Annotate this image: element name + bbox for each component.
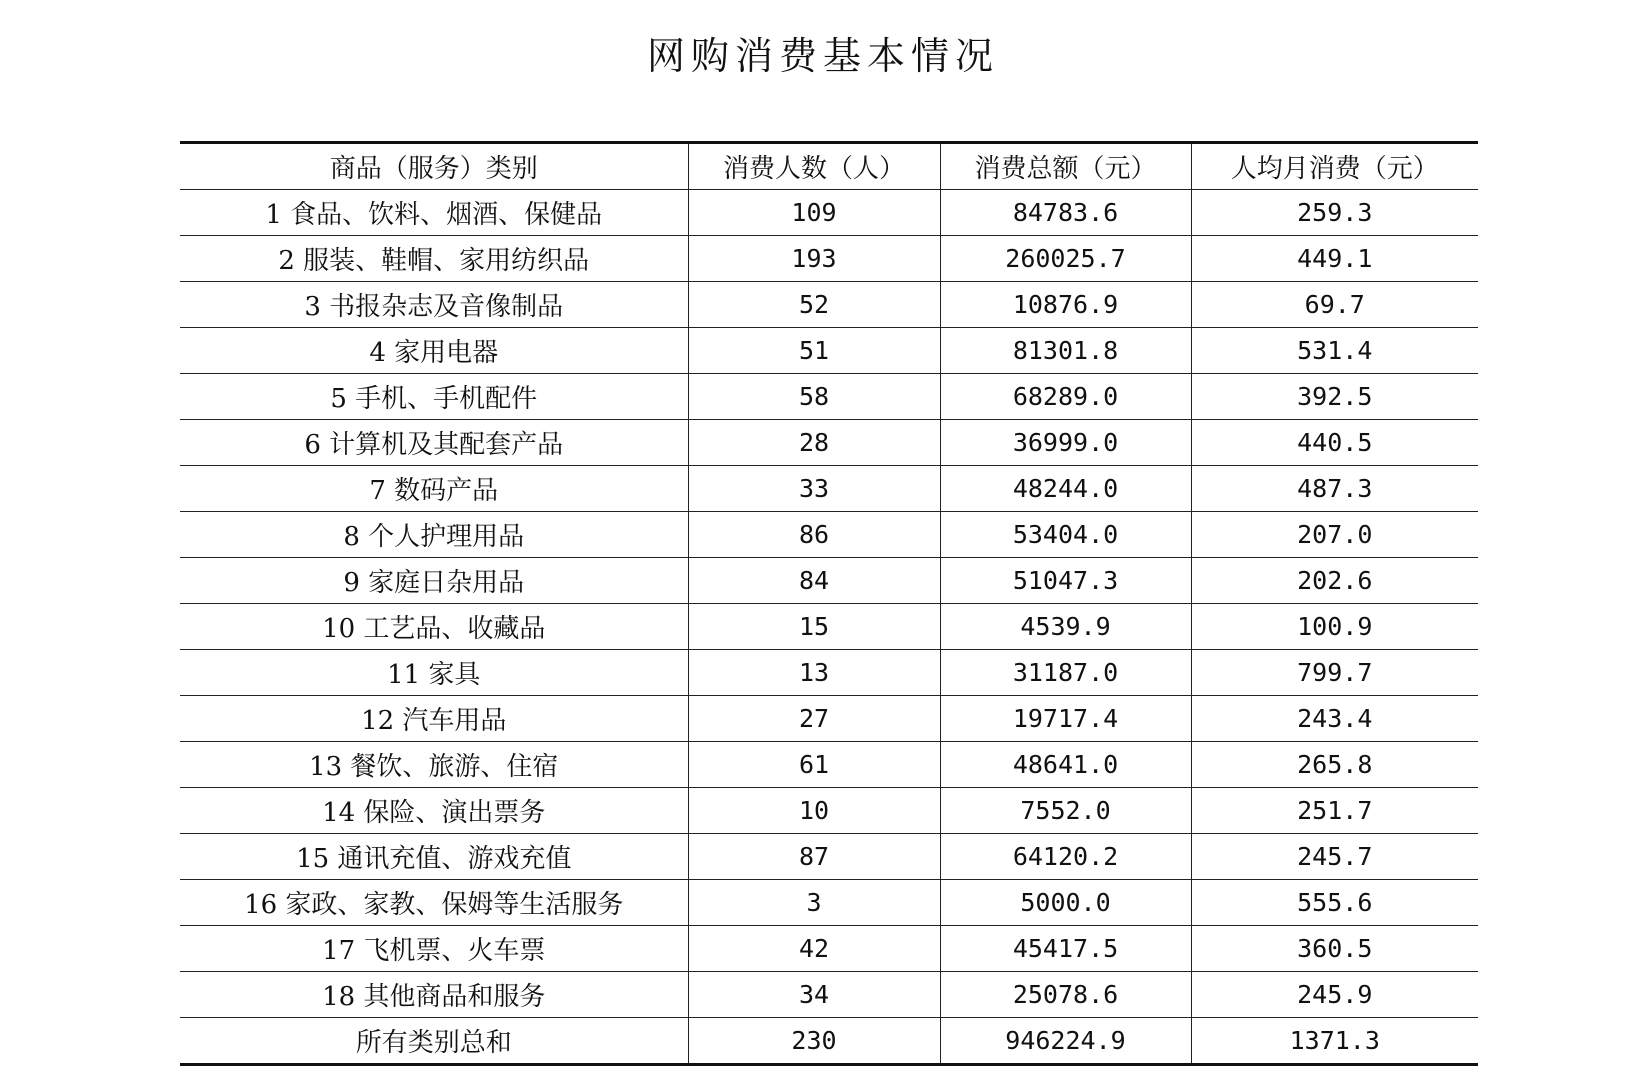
monthly-per-capita-cell: 1371.3 (1191, 1018, 1478, 1065)
monthly-per-capita-cell: 265.8 (1191, 742, 1478, 788)
monthly-per-capita-cell: 360.5 (1191, 926, 1478, 972)
category-cell: 11 家具 (180, 650, 688, 696)
category-cell: 17 飞机票、火车票 (180, 926, 688, 972)
header-total-amount: 消费总额（元） (940, 143, 1191, 190)
consumption-table-container (180, 141, 1478, 1066)
category-cell: 12 汽车用品 (180, 696, 688, 742)
table-row (180, 236, 1478, 282)
category-cell: 2 服装、鞋帽、家用纺织品 (180, 236, 688, 282)
consumer-count-cell: 51 (688, 328, 940, 374)
category-cell: 13 餐饮、旅游、住宿 (180, 742, 688, 788)
consumer-count-cell: 109 (688, 190, 940, 236)
category-cell: 14 保险、演出票务 (180, 788, 688, 834)
total-amount-cell: 10876.9 (940, 282, 1191, 328)
total-amount-cell: 64120.2 (940, 834, 1191, 880)
category-cell: 1 食品、饮料、烟酒、保健品 (180, 190, 688, 236)
page-title: 网购消费基本情况 (646, 34, 999, 78)
table-row (180, 604, 1478, 650)
consumer-count-cell: 3 (688, 880, 940, 926)
table-row (180, 282, 1478, 328)
monthly-per-capita-cell: 243.4 (1191, 696, 1478, 742)
table-row (180, 420, 1478, 466)
category-cell: 4 家用电器 (180, 328, 688, 374)
monthly-per-capita-cell: 440.5 (1191, 420, 1478, 466)
header-consumer-count: 消费人数（人） (688, 143, 940, 190)
total-amount-cell: 260025.7 (940, 236, 1191, 282)
header-category: 商品（服务）类别 (180, 143, 688, 190)
total-amount-cell: 48641.0 (940, 742, 1191, 788)
monthly-per-capita-cell: 392.5 (1191, 374, 1478, 420)
table-row (180, 696, 1478, 742)
table-row (180, 926, 1478, 972)
consumer-count-cell: 42 (688, 926, 940, 972)
total-amount-cell: 4539.9 (940, 604, 1191, 650)
consumer-count-cell: 33 (688, 466, 940, 512)
total-amount-cell: 19717.4 (940, 696, 1191, 742)
table-row (180, 374, 1478, 420)
total-amount-cell: 36999.0 (940, 420, 1191, 466)
category-cell: 18 其他商品和服务 (180, 972, 688, 1018)
total-amount-cell: 68289.0 (940, 374, 1191, 420)
table-row (180, 650, 1478, 696)
header-monthly-per-capita: 人均月消费（元） (1191, 143, 1478, 190)
monthly-per-capita-cell: 100.9 (1191, 604, 1478, 650)
consumer-count-cell: 28 (688, 420, 940, 466)
table-row (180, 190, 1478, 236)
monthly-per-capita-cell: 207.0 (1191, 512, 1478, 558)
consumer-count-cell: 27 (688, 696, 940, 742)
monthly-per-capita-cell: 799.7 (1191, 650, 1478, 696)
total-amount-cell: 25078.6 (940, 972, 1191, 1018)
monthly-per-capita-cell: 259.3 (1191, 190, 1478, 236)
table-total-row (180, 1018, 1478, 1065)
total-amount-cell: 31187.0 (940, 650, 1191, 696)
table-row (180, 742, 1478, 788)
table-header-row (180, 143, 1478, 190)
consumer-count-cell: 230 (688, 1018, 940, 1065)
monthly-per-capita-cell: 69.7 (1191, 282, 1478, 328)
category-cell: 6 计算机及其配套产品 (180, 420, 688, 466)
category-cell: 16 家政、家教、保姆等生活服务 (180, 880, 688, 926)
monthly-per-capita-cell: 555.6 (1191, 880, 1478, 926)
category-cell: 8 个人护理用品 (180, 512, 688, 558)
table-row (180, 972, 1478, 1018)
category-cell: 7 数码产品 (180, 466, 688, 512)
total-amount-cell: 48244.0 (940, 466, 1191, 512)
monthly-per-capita-cell: 487.3 (1191, 466, 1478, 512)
consumer-count-cell: 15 (688, 604, 940, 650)
total-amount-cell: 51047.3 (940, 558, 1191, 604)
table-row (180, 558, 1478, 604)
consumer-count-cell: 13 (688, 650, 940, 696)
consumer-count-cell: 58 (688, 374, 940, 420)
total-amount-cell: 84783.6 (940, 190, 1191, 236)
category-cell: 3 书报杂志及音像制品 (180, 282, 688, 328)
category-cell: 所有类别总和 (355, 1028, 512, 1058)
total-amount-cell: 53404.0 (940, 512, 1191, 558)
table-row (180, 328, 1478, 374)
consumer-count-cell: 86 (688, 512, 940, 558)
monthly-per-capita-cell: 202.6 (1191, 558, 1478, 604)
monthly-per-capita-cell: 531.4 (1191, 328, 1478, 374)
category-cell: 9 家庭日杂用品 (180, 558, 688, 604)
consumer-count-cell: 87 (688, 834, 940, 880)
monthly-per-capita-cell: 245.7 (1191, 834, 1478, 880)
consumer-count-cell: 193 (688, 236, 940, 282)
total-amount-cell: 7552.0 (940, 788, 1191, 834)
category-cell: 15 通讯充值、游戏充值 (180, 834, 688, 880)
table-row (180, 880, 1478, 926)
consumer-count-cell: 34 (688, 972, 940, 1018)
total-amount-cell: 946224.9 (940, 1018, 1191, 1065)
consumer-count-cell: 10 (688, 788, 940, 834)
monthly-per-capita-cell: 245.9 (1191, 972, 1478, 1018)
table-row (180, 466, 1478, 512)
consumer-count-cell: 84 (688, 558, 940, 604)
consumer-count-cell: 61 (688, 742, 940, 788)
total-amount-cell: 45417.5 (940, 926, 1191, 972)
consumer-count-cell: 52 (688, 282, 940, 328)
total-amount-cell: 81301.8 (940, 328, 1191, 374)
category-cell: 5 手机、手机配件 (180, 374, 688, 420)
table-row (180, 512, 1478, 558)
total-amount-cell: 5000.0 (940, 880, 1191, 926)
table-row (180, 834, 1478, 880)
table-row (180, 788, 1478, 834)
monthly-per-capita-cell: 251.7 (1191, 788, 1478, 834)
consumption-table (180, 141, 1478, 1066)
monthly-per-capita-cell: 449.1 (1191, 236, 1478, 282)
category-cell: 10 工艺品、收藏品 (180, 604, 688, 650)
